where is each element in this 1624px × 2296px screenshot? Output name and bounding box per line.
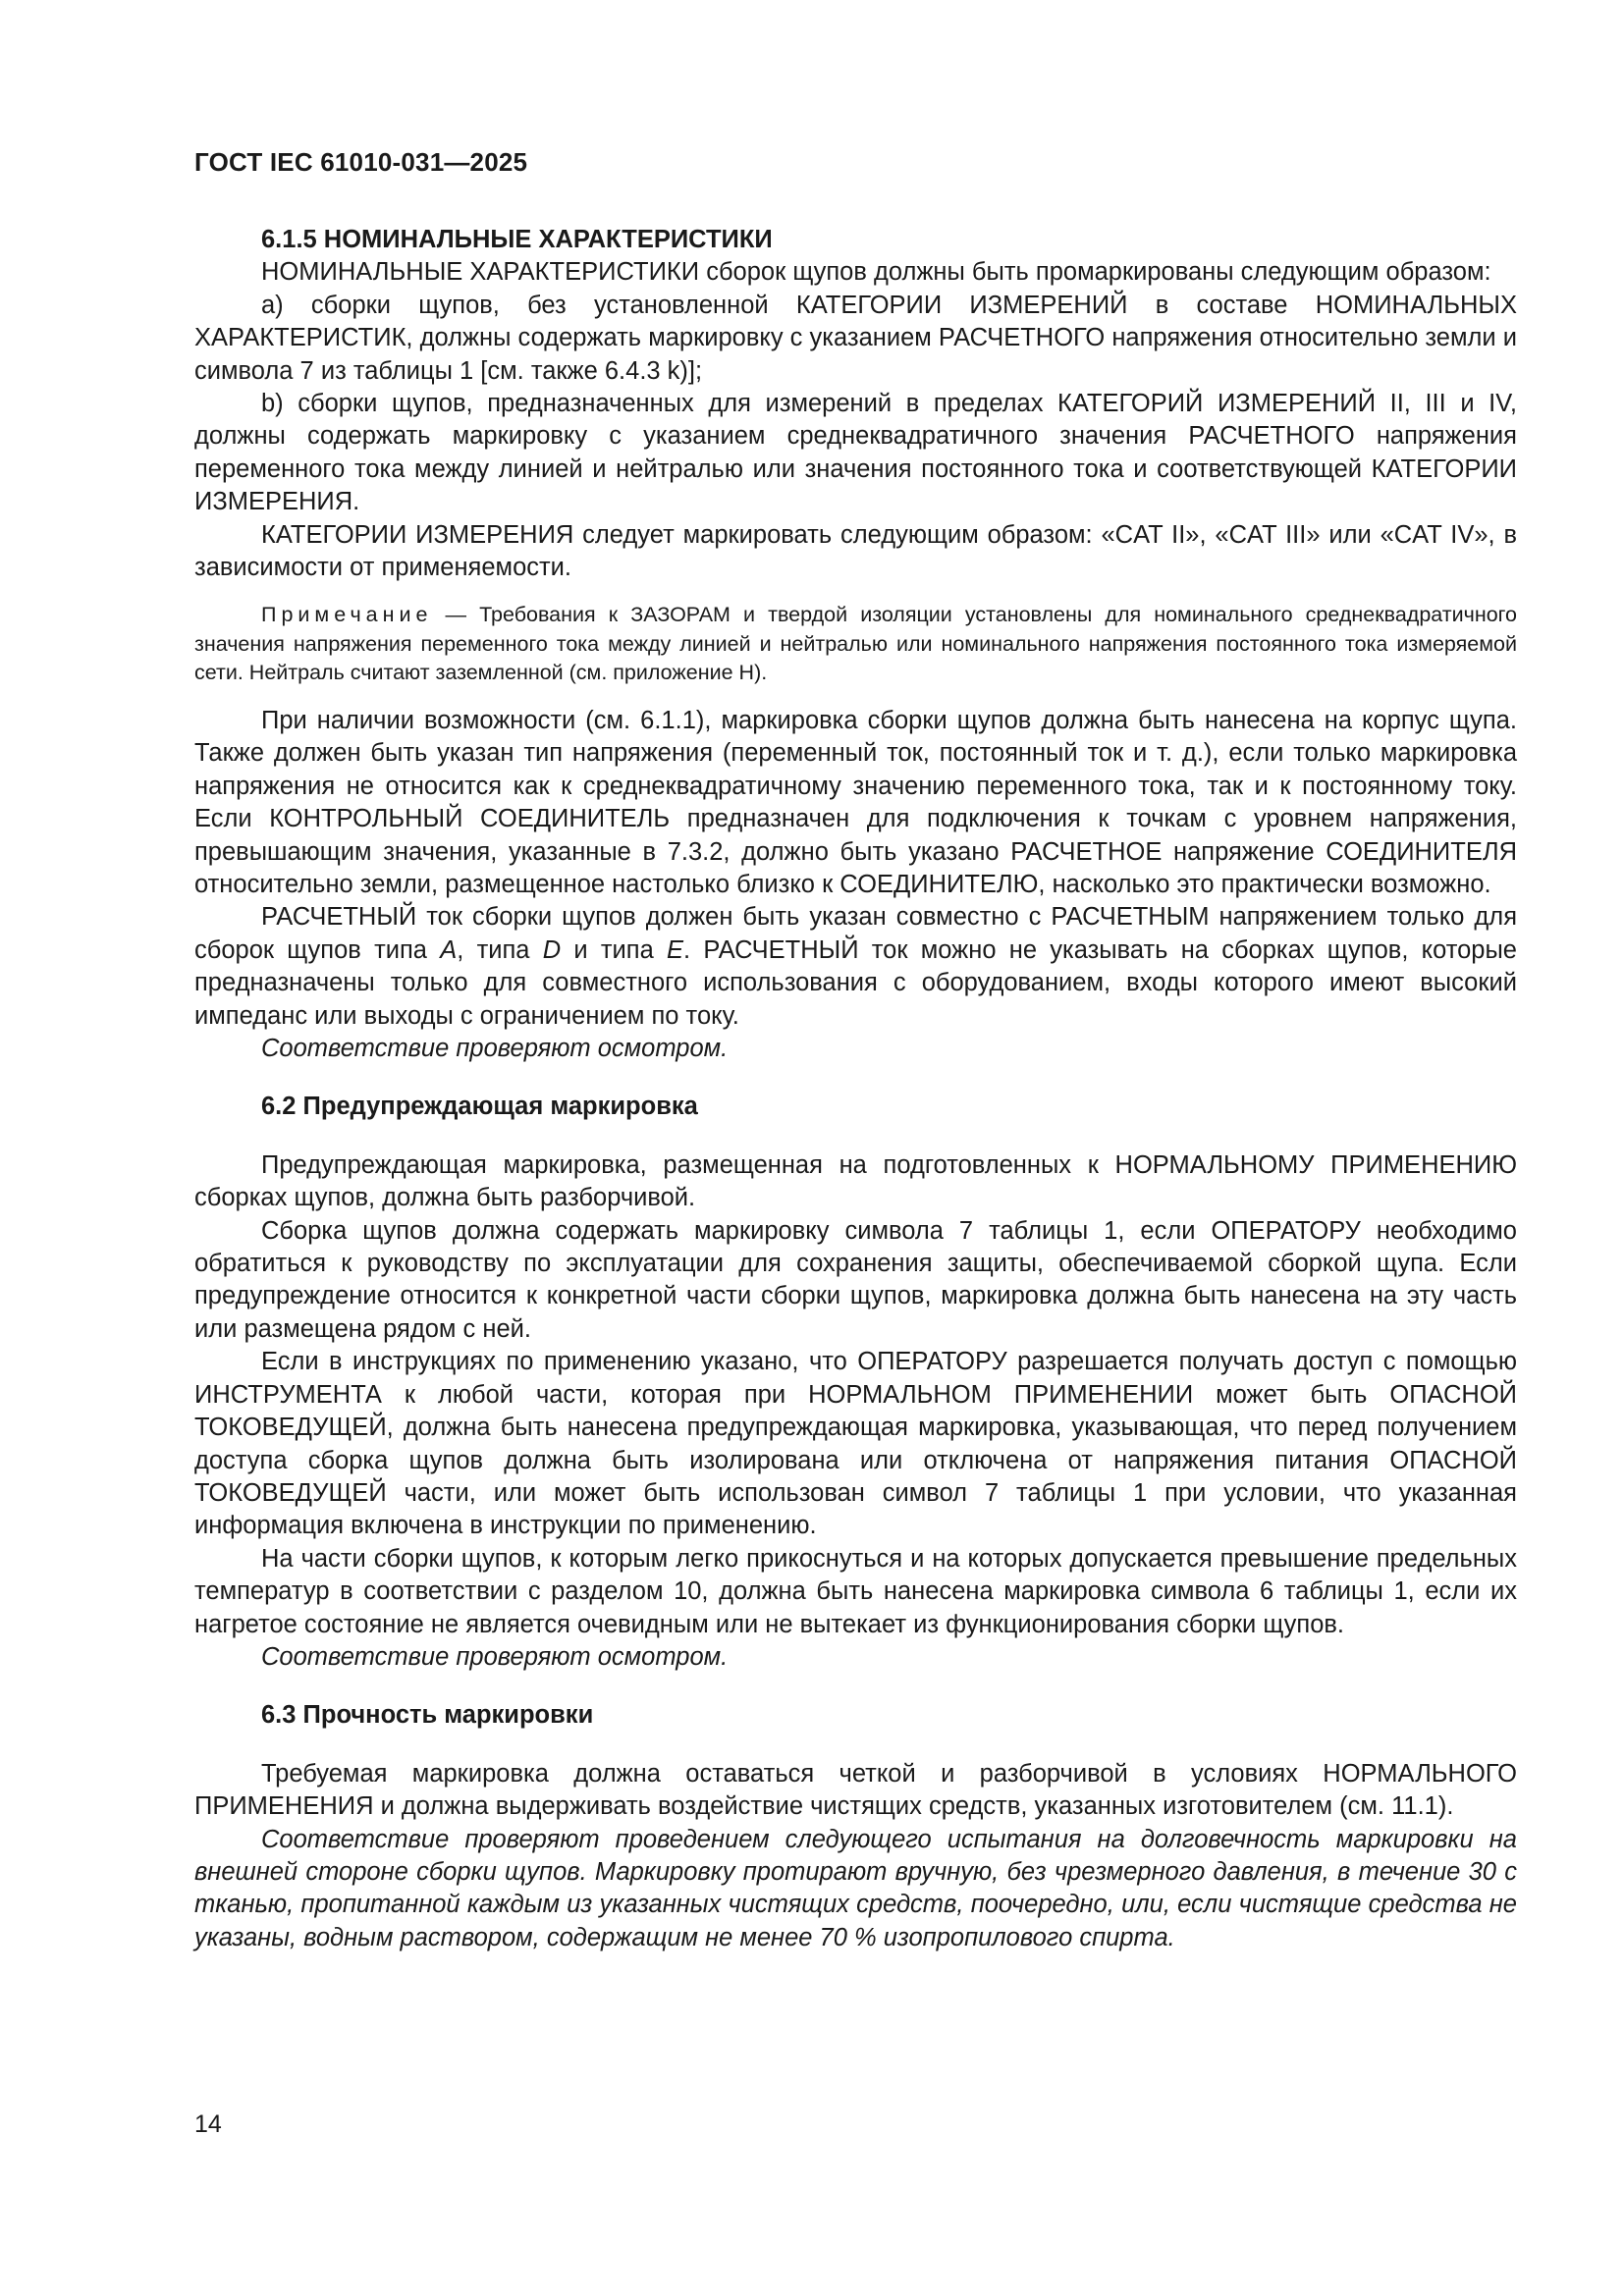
rated-current-text-4: . РАСЧЕТНЫЙ ток можно не указывать на сборках щупов, которые предназначены только для совместного использования с оборудованием, входы которого имеют высокий импеданс или выходы с ограничением по току. bbox=[194, 935, 1517, 1030]
rated-current-text-2: , типа bbox=[457, 935, 543, 964]
section-6-1-5-intro: НОМИНАЛЬНЫЕ ХАРАКТЕРИСТИКИ сборок щупов должны быть промаркированы следующим образом: bbox=[261, 258, 1491, 287]
categories-paragraph: КАТЕГОРИИ ИЗМЕРЕНИЯ следует маркировать следующим образом: «CAT II», «CAT III» или «CAT IV», в зависимости от применяемости. bbox=[194, 520, 1517, 582]
note bbox=[194, 601, 1517, 688]
section-6-2-paragraph-3: Если в инструкциях по применению указано, что ОПЕРАТОРУ разрешается получать доступ с помощью ИНСТРУМЕНТА к любой части, которая при НОРМАЛЬНОМ ПРИМЕНЕНИИ может быть ОПАСНОЙ ТОКОВЕДУЩЕЙ, должна быть нанесена предупреждающая маркировка, указывающая, что перед получением доступа сборка щупов должна быть изолирована или отключена от напряжения питания ОПАСНОЙ ТОКОВЕДУЩЕЙ части, или может быть использован символ 7 таблицы 1 при условии, что указанная информация включена в инструкции по применению. bbox=[194, 1348, 1517, 1540]
durability-test-paragraph: Соответствие проверяют проведением следующего испытания на долговечность маркировки на внешней стороне сборки щупов. Маркировку протирают вручную, без чрезмерного давления, в течение 30 с тканью, пропитанной каждым из указанных чистящих средств, поочередно, или, если чистящие средства не указаны, водным раствором, содержащим не менее 70 % изопропилового спирта. bbox=[194, 1825, 1517, 1951]
section-6-1-5-heading: 6.1.5 НОМИНАЛЬНЫЕ ХАРАКТЕРИСТИКИ bbox=[261, 226, 773, 253]
probe-type-e: E bbox=[667, 935, 684, 964]
standard-header: ГОСТ IEC 61010-031—2025 bbox=[194, 147, 528, 177]
page-number: 14 bbox=[194, 2110, 222, 2138]
note-label: Примечание bbox=[261, 603, 433, 627]
probe-type-d: D bbox=[542, 935, 562, 964]
rated-current-text-3: и типа bbox=[561, 935, 667, 964]
compliance-statement: Соответствие проверяют осмотром. bbox=[261, 1035, 729, 1063]
compliance-statement: Соответствие проверяют осмотром. bbox=[261, 1642, 729, 1671]
rated-current-paragraph bbox=[194, 901, 1517, 1033]
probe-type-a: A bbox=[440, 935, 458, 964]
section-6-3-paragraph-1: Требуемая маркировка должна оставаться четкой и разборчивой в условиях НОРМАЛЬНОГО ПРИМЕНЕНИЯ и должна выдерживать воздействие чистящих средств, указанных изготовителем (см. 11.1). bbox=[194, 1759, 1517, 1821]
section-6-2-paragraph-4: На части сборки щупов, к которым легко прикоснуться и на которых допускается превышение предельных температур в соответствии с разделом 10, должна быть нанесена маркировка символа 6 таблицы 1, если их нагретое состояние не является очевидным или не вытекает из функционирования сборки щупов. bbox=[194, 1544, 1517, 1638]
section-6-2-heading: 6.2 Предупреждающая маркировка bbox=[261, 1093, 698, 1121]
section-6-2-paragraph-2: Сборка щупов должна содержать маркировку символа 7 таблицы 1, если ОПЕРАТОРУ необходимо обратиться к руководству по эксплуатации для сохранения защиты, обеспечиваемой сборкой щупа. Если предупреждение относится к конкретной части сборки щупов, маркировка должна быть нанесена на эту часть или размещена рядом с ней. bbox=[194, 1216, 1517, 1343]
note-text: — Требования к ЗАЗОРАМ и твердой изоляции установлены для номинального среднеквадратичного значения напряжения переменного тока между линией и нейтралью или номинального напряжения постоянного тока измеряемой сети. Нейтраль считают заземленной (см. приложение H). bbox=[194, 603, 1517, 685]
page-content bbox=[194, 224, 1517, 1954]
list-item-b: b) сборки щупов, предназначенных для измерений в пределах КАТЕГОРИЙ ИЗМЕРЕНИЙ II, III и IV, должны содержать маркировку с указанием среднеквадратичного значения РАСЧЕТНОГО напряжения переменного тока между линией и нейтралью или значения постоянного тока и соответствующей КАТЕГОРИИ ИЗМЕРЕНИЯ. bbox=[194, 390, 1517, 516]
list-item-a: a) сборки щупов, без установленной КАТЕГОРИИ ИЗМЕРЕНИЙ в составе НОМИНАЛЬНЫХ ХАРАКТЕРИСТИК, должны содержать маркировку с указанием РАСЧЕТНОГО напряжения относительно земли и символа 7 из таблицы 1 [см. также 6.4.3 k)]; bbox=[194, 291, 1517, 385]
marking-paragraph: При наличии возможности (см. 6.1.1), маркировка сборки щупов должна быть нанесена на корпус щупа. Также должен быть указан тип напряжения (переменный ток, постоянный ток и т. д.), если только маркировка напряжения не относится как к среднеквадратичному значению переменного тока, так и к постоянному току. Если КОНТРОЛЬНЫЙ СОЕДИНИТЕЛЬ предназначен для подключения к точкам с уровнем напряжения, превышающим значения, указанные в 7.3.2, должно быть указано РАСЧЕТНОЕ напряжение СОЕДИНИТЕЛЯ относительно земли, размещенное настолько близко к СОЕДИНИТЕЛЮ, насколько это практически возможно. bbox=[194, 706, 1517, 898]
section-6-2-paragraph-1: Предупреждающая маркировка, размещенная на подготовленных к НОРМАЛЬНОМУ ПРИМЕНЕНИЮ сборках щупов, должна быть разборчивой. bbox=[194, 1150, 1517, 1212]
section-6-3-heading: 6.3 Прочность маркировки bbox=[261, 1701, 594, 1730]
rated-current-text-1: РАСЧЕТНЫЙ ток сборки щупов должен быть указан совместно с РАСЧЕТНЫМ напряжением только для сборок щупов типа bbox=[194, 903, 1517, 964]
